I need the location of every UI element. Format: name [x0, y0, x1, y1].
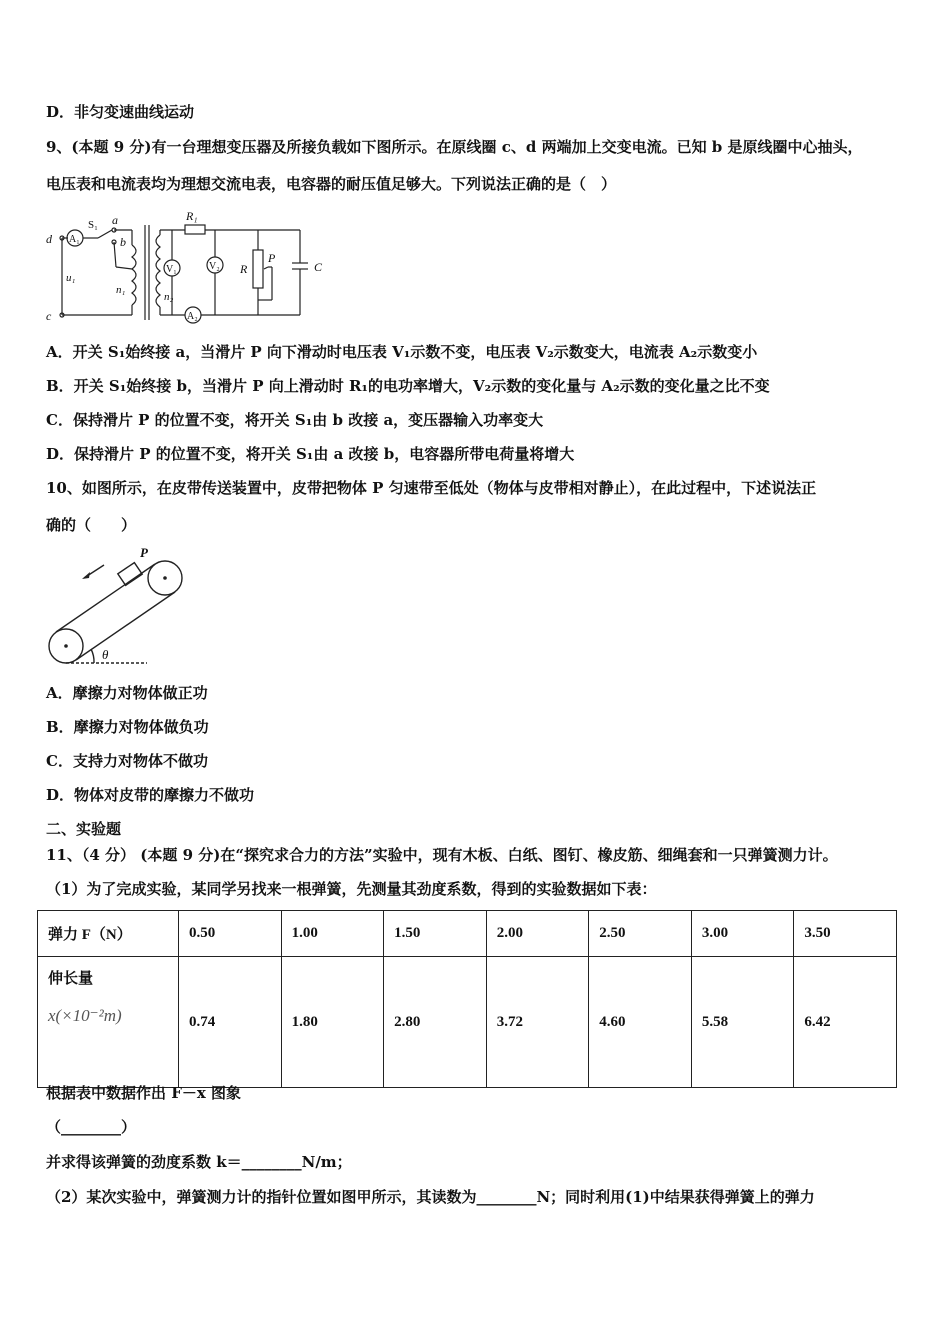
table-cell: 1.50: [384, 911, 487, 957]
ammeter-a1: A₁: [69, 234, 80, 245]
q9-option-c: C．保持滑片 P 的位置不变，将开关 S₁由 b 改接 a，变压器输入功率变大: [46, 411, 544, 429]
row2-unit: x(×10⁻²m): [48, 1006, 122, 1025]
table-cell: 5.58: [691, 957, 794, 1088]
q10-option-d: D．物体对皮带的摩擦力不做功: [46, 786, 255, 804]
question-11-part2: （2）某次实验中，弹簧测力计的指针位置如图甲所示，其读数为________N；同时利用(1)中结果获得弹簧上的弹力: [46, 1188, 815, 1206]
voltmeter-v1: V₁: [166, 264, 177, 275]
question-11-graph-instruction: 根据表中数据作出 F－x 图象: [46, 1084, 242, 1102]
table-header-cell: [38, 957, 179, 1088]
label-u1: u₁: [66, 272, 76, 284]
belt-conveyor-diagram: [42, 545, 192, 670]
table-row: [38, 911, 897, 957]
label-c: c: [46, 309, 52, 323]
section-heading: 二、实验题: [46, 820, 122, 838]
table-cell: 1.00: [281, 911, 384, 957]
table-cell: 6.42: [794, 957, 897, 1088]
table-cell: 4.60: [589, 957, 692, 1088]
label-b: b: [120, 235, 126, 249]
q10-option-a: A．摩擦力对物体做正功: [46, 684, 208, 702]
label-n1: n₁: [116, 284, 126, 296]
table-cell: 3.50: [794, 911, 897, 957]
q10-option-c: C．支持力对物体不做功: [46, 752, 208, 770]
answer-blank-graph: （________）: [46, 1118, 137, 1136]
label-a: a: [112, 213, 118, 227]
q9-option-d: D．保持滑片 P 的位置不变，将开关 S₁由 a 改接 b，电容器所带电荷量将增大: [46, 445, 575, 463]
table-header-cell: 弹力 F（N）: [38, 911, 179, 957]
table-cell: 2.00: [486, 911, 589, 957]
table-cell: 3.00: [691, 911, 794, 957]
label-p: P: [140, 545, 148, 560]
question-11-k-blank: 并求得该弹簧的劲度系数 k＝________N/m；: [46, 1153, 352, 1171]
label-p: P: [268, 251, 276, 265]
label-theta: θ: [102, 647, 109, 662]
table-cell: 2.50: [589, 911, 692, 957]
question-9-stem: 9、(本题 9 分)有一台理想变压器及所接负载如下图所示。在原线圈 c、d 两端加上交变电流。已知 b 是原线圈中心抽头，: [46, 138, 863, 156]
q9-option-a: A．开关 S₁始终接 a，当滑片 P 向下滑动时电压表 V₁示数不变，电压表 V₂示数变大，电流表 A₂示数变小: [46, 343, 758, 361]
table-cell: 0.74: [179, 957, 282, 1088]
q10-option-b: B．摩擦力对物体做负功: [46, 718, 209, 736]
table-row: [38, 957, 897, 1088]
label-n2: n₂: [164, 291, 174, 303]
table-cell: 2.80: [384, 957, 487, 1088]
question-9-stem-2: 电压表和电流表均为理想交流电表，电容器的耐压值足够大。下列说法正确的是（ ）: [46, 175, 617, 193]
transformer-circuit-diagram: [40, 205, 340, 330]
option-d-prev: D．非匀变速曲线运动: [46, 103, 195, 121]
voltmeter-v2: V₂: [209, 261, 220, 272]
row2-header-text: 伸长量: [48, 971, 94, 987]
question-11-stem: 11、（4 分） (本题 9 分)在“探究求合力的方法”实验中，现有木板、白纸、图钉、橡皮筋、细绳套和一只弹簧测力计。: [46, 846, 838, 864]
label-d: d: [46, 232, 52, 246]
table-cell: 3.72: [486, 957, 589, 1088]
label-cap: C: [314, 260, 323, 274]
label-r: R: [240, 262, 248, 276]
table-cell: 0.50: [179, 911, 282, 957]
q9-option-b: B．开关 S₁始终接 b，当滑片 P 向上滑动时 R₁的电功率增大，V₂示数的变化量与 A₂示数的变化量之比不变: [46, 377, 770, 395]
question-10-stem: 10、如图所示，在皮带传送装置中，皮带把物体 P 匀速带至低处（物体与皮带相对静止），在此过程中，下述说法正: [46, 479, 817, 497]
question-11-part1: （1）为了完成实验，某同学另找来一根弹簧，先测量其劲度系数，得到的实验数据如下表：: [46, 880, 657, 898]
data-table: [37, 910, 897, 1088]
label-r1: R₁: [186, 209, 198, 223]
question-10-stem-2: 确的（ ）: [46, 516, 137, 534]
table-cell: 1.80: [281, 957, 384, 1088]
ammeter-a2: A₂: [187, 311, 198, 322]
label-s1: S₁: [88, 219, 98, 231]
